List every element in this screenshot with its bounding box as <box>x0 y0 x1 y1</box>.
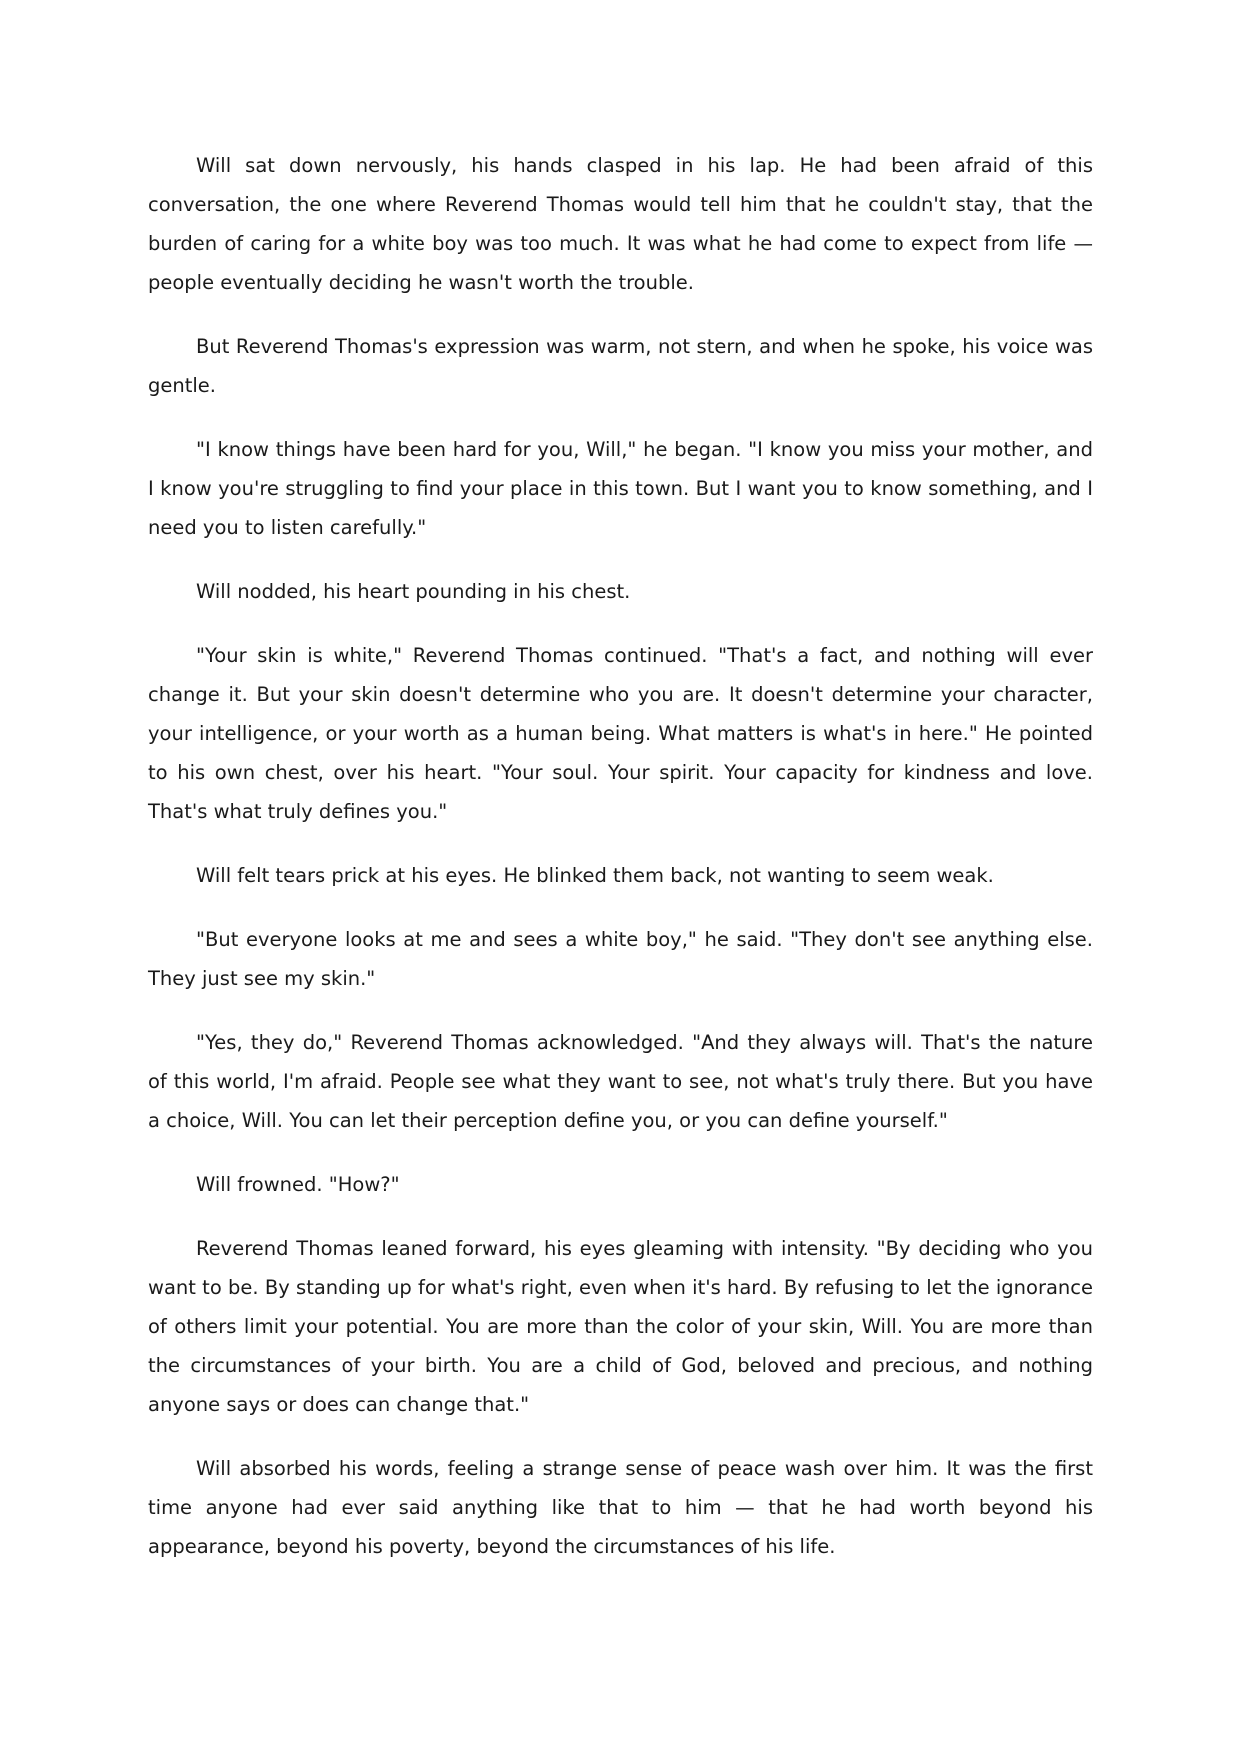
paragraph: Will sat down nervously, his hands clasped in his lap. He had been afraid of this conversation, the one where Reverend Thomas would tell him that he couldn't stay, that the burden of caring for a white boy was too much. It was what he had come to expect from life — people eventually deciding he wasn't worth the trouble. <box>148 154 1093 294</box>
paragraph: "But everyone looks at me and sees a white boy," he said. "They don't see anything else. They just see my skin." <box>148 928 1093 990</box>
body-text <box>148 146 1093 1591</box>
paragraph: "I know things have been hard for you, Will," he began. "I know you miss your mother, and I know you're struggling to find your place in this town. But I want you to know something, and I need you to listen carefully." <box>148 438 1093 539</box>
paragraph: Will absorbed his words, feeling a strange sense of peace wash over him. It was the first time anyone had ever said anything like that to him — that he had worth beyond his appearance, beyond his poverty, beyond the circumstances of his life. <box>148 1457 1093 1558</box>
paragraph: Reverend Thomas leaned forward, his eyes gleaming with intensity. "By deciding who you want to be. By standing up for what's right, even when it's hard. By refusing to let the ignorance of others limit your potential. You are more than the color of your skin, Will. You are more than the circumstances of your birth. You are a child of God, beloved and precious, and nothing anyone says or does can change that." <box>148 1237 1093 1416</box>
paragraph: "Your skin is white," Reverend Thomas continued. "That's a fact, and nothing will ever change it. But your skin doesn't determine who you are. It doesn't determine your character, your intelligence, or your worth as a human being. What matters is what's in here." He pointed to his own chest, over his heart. "Your soul. Your spirit. Your capacity for kindness and love. That's what truly defines you." <box>148 644 1093 823</box>
paragraph: Will nodded, his heart pounding in his chest. <box>196 580 631 603</box>
paragraph: Will felt tears prick at his eyes. He blinked them back, not wanting to seem weak. <box>196 864 994 887</box>
paragraph: But Reverend Thomas's expression was warm, not stern, and when he spoke, his voice was gentle. <box>148 335 1093 397</box>
paragraph: Will frowned. "How?" <box>196 1173 400 1196</box>
paragraph: "Yes, they do," Reverend Thomas acknowledged. "And they always will. That's the nature of this world, I'm afraid. People see what they want to see, not what's truly there. But you have a choice, Will. You can let their perception define you, or you can define yourself." <box>148 1031 1093 1132</box>
